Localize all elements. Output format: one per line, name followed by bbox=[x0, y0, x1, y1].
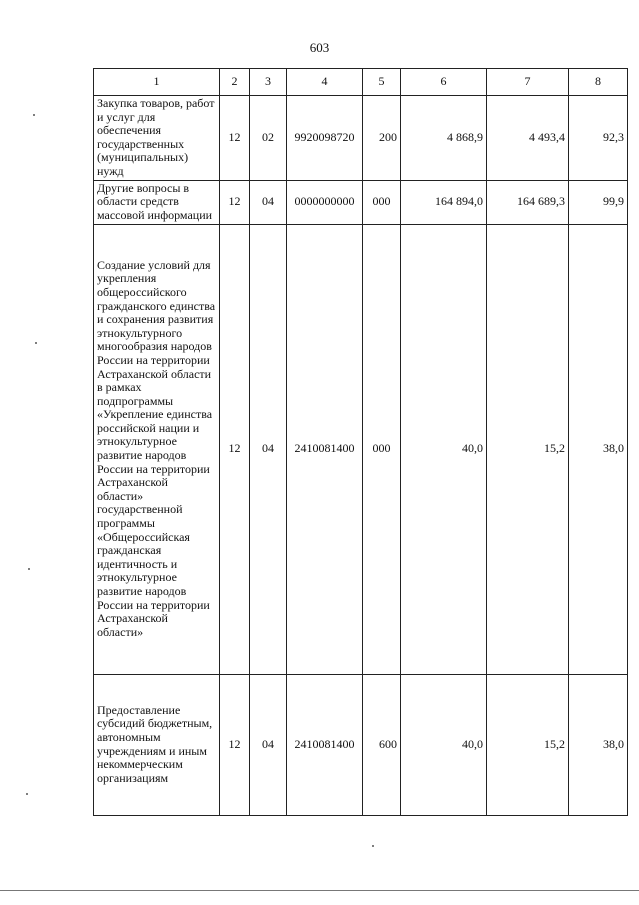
row-name-cell: Закупка товаров, работ и услуг для обеспечения государственных (муниципальных) нужд bbox=[94, 96, 220, 181]
scan-speck bbox=[26, 793, 28, 795]
table-cell: 2410081400 bbox=[287, 674, 363, 815]
page-bottom-edge bbox=[0, 890, 639, 891]
column-header: 8 bbox=[569, 69, 628, 96]
row-name-cell: Создание условий для укрепления общероссийского гражданского единства и сохранения развития этнокультурного многообразия народов России на территории Астраханской области в рамках подпрограммы «Укрепление единства российской нации и этнокультурное развитие народов России на территории Астраханской области» государственной программы «Общероссийская гражданская идентичность и этнокультурное развитие народов России на территории Астраханской области» bbox=[94, 224, 220, 674]
table-cell: 600 bbox=[363, 674, 401, 815]
table-cell: 9920098720 bbox=[287, 96, 363, 181]
column-header: 6 bbox=[401, 69, 487, 96]
table-cell: 12 bbox=[220, 96, 250, 181]
table-cell: 200 bbox=[363, 96, 401, 181]
scan-speck bbox=[35, 342, 37, 344]
table-cell: 92,3 bbox=[569, 96, 628, 181]
table-cell: 99,9 bbox=[569, 180, 628, 224]
table-row bbox=[94, 224, 628, 674]
table-cell: 04 bbox=[250, 674, 287, 815]
table-cell: 02 bbox=[250, 96, 287, 181]
table-cell: 4 868,9 bbox=[401, 96, 487, 181]
table-cell: 164 689,3 bbox=[487, 180, 569, 224]
table-row bbox=[94, 180, 628, 224]
table-cell: 2410081400 bbox=[287, 224, 363, 674]
table-cell: 15,2 bbox=[487, 224, 569, 674]
header-row bbox=[94, 69, 628, 96]
table-cell: 000 bbox=[363, 224, 401, 674]
table-cell: 0000000000 bbox=[287, 180, 363, 224]
page-number: 603 bbox=[309, 40, 330, 55]
scan-speck bbox=[372, 845, 374, 847]
table-cell: 04 bbox=[250, 224, 287, 674]
table-cell: 4 493,4 bbox=[487, 96, 569, 181]
table-cell: 40,0 bbox=[401, 224, 487, 674]
table-cell: 38,0 bbox=[569, 674, 628, 815]
row-name-cell: Предоставление субсидий бюджетным, автономным учреждениям и иным некоммерческим организациям bbox=[94, 674, 220, 815]
table-cell: 000 bbox=[363, 180, 401, 224]
scan-speck bbox=[28, 568, 30, 570]
table-cell: 12 bbox=[220, 674, 250, 815]
table-cell: 38,0 bbox=[569, 224, 628, 674]
table-row bbox=[94, 96, 628, 181]
table-cell: 15,2 bbox=[487, 674, 569, 815]
row-name-cell: Другие вопросы в области средств массовой информации bbox=[94, 180, 220, 224]
column-header: 3 bbox=[250, 69, 287, 96]
table-cell: 04 bbox=[250, 180, 287, 224]
table-cell: 12 bbox=[220, 180, 250, 224]
table-row bbox=[94, 674, 628, 815]
column-header: 2 bbox=[220, 69, 250, 96]
table-cell: 12 bbox=[220, 224, 250, 674]
column-header: 1 bbox=[94, 69, 220, 96]
column-header: 5 bbox=[363, 69, 401, 96]
table-cell: 164 894,0 bbox=[401, 180, 487, 224]
table-cell: 40,0 bbox=[401, 674, 487, 815]
budget-table bbox=[93, 68, 628, 816]
column-header: 7 bbox=[487, 69, 569, 96]
scan-speck bbox=[33, 114, 35, 116]
column-header: 4 bbox=[287, 69, 363, 96]
